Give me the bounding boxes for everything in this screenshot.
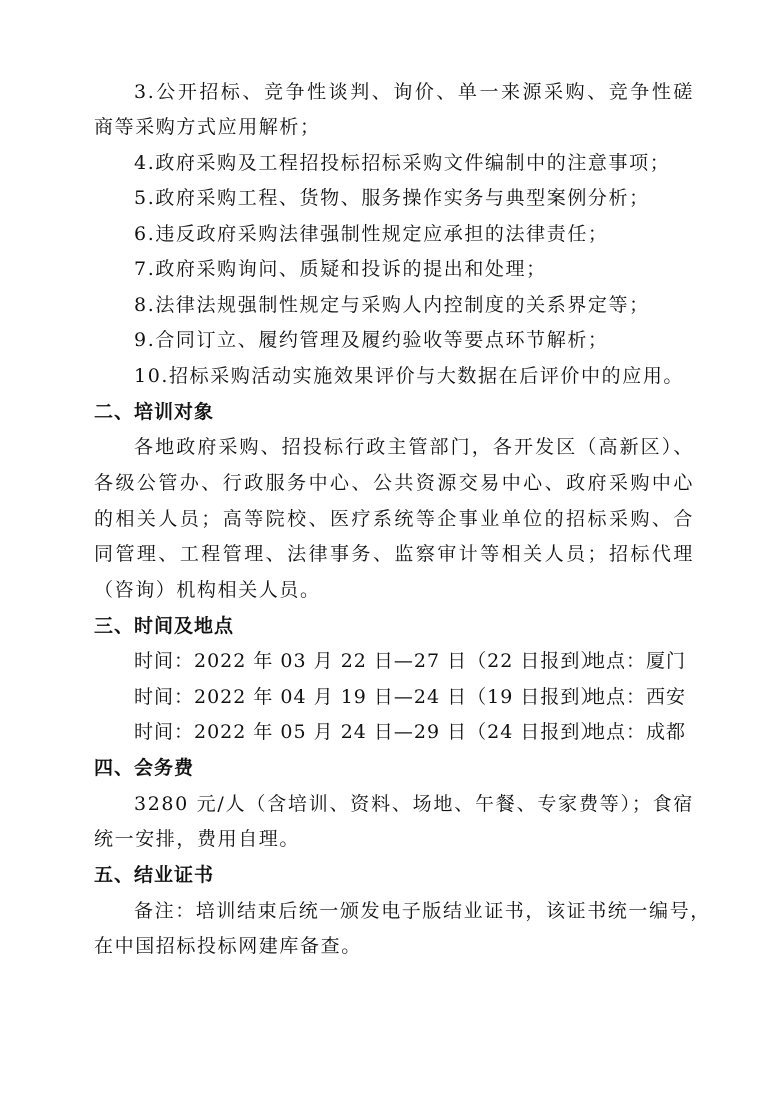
section-heading-trainees: 二、培训对象 [94, 401, 215, 423]
session-time: 时间：2022 年 05 月 24 日—29 日（24 日报到） [134, 721, 601, 743]
topic-item-3-line-1: 3.公开招标、竞争性谈判、询价、单一来源采购、竞争性磋 [134, 81, 694, 103]
topic-item-10: 10.招标采购活动实施效果评价与大数据在后评价中的应用。 [134, 365, 685, 387]
section-heading-fee: 四、会务费 [94, 757, 195, 779]
topic-item-8: 8.法律法规强制性规定与采购人内控制度的关系界定等； [134, 294, 650, 316]
topic-item-6: 6.违反政府采购法律强制性规定应承担的法律责任； [134, 223, 609, 245]
fee-line-1: 3280 元/人（含培训、资料、场地、午餐、专家费等）；食宿 [134, 793, 694, 815]
fee-line-2: 统一安排，费用自理。 [94, 828, 301, 850]
session-time: 时间：2022 年 03 月 22 日—27 日（22 日报到） [134, 650, 601, 672]
section-heading-time-place: 三、时间及地点 [94, 615, 235, 637]
topic-item-7: 7.政府采购询问、质疑和投诉的提出和处理； [134, 258, 547, 280]
trainees-line-5: （咨询）机构相关人员。 [94, 579, 321, 601]
topic-item-5: 5.政府采购工程、货物、服务操作实务与典型案例分析； [134, 187, 650, 209]
certificate-line-1: 备注：培训结束后统一颁发电子版结业证书，该证书统一编号， [134, 900, 711, 922]
topic-item-4: 4.政府采购及工程招投标招标采购文件编制中的注意事项； [134, 152, 671, 174]
session-place: 地点：成都 [586, 721, 687, 743]
session-place: 地点：西安 [586, 686, 687, 708]
session-place: 地点：厦门 [586, 650, 687, 672]
topic-item-9: 9.合同订立、履约管理及履约验收等要点环节解析； [134, 329, 609, 351]
trainees-line-2: 各级公管办、行政服务中心、公共资源交易中心、政府采购中心 [94, 472, 694, 494]
trainees-line-4: 同管理、工程管理、法律事务、监察审计等相关人员；招标代理 [94, 543, 694, 565]
section-heading-certificate: 五、结业证书 [94, 864, 215, 886]
session-time: 时间：2022 年 04 月 19 日—24 日（19 日报到） [134, 686, 601, 708]
topic-item-3-line-2: 商等采购方式应用解析； [94, 116, 321, 138]
trainees-line-3: 的相关人员；高等院校、医疗系统等企事业单位的招标采购、合 [94, 508, 694, 530]
certificate-line-2: 在中国招标投标网建库备查。 [94, 935, 362, 957]
trainees-line-1: 各地政府采购、招投标行政主管部门，各开发区（高新区）、 [134, 436, 694, 458]
